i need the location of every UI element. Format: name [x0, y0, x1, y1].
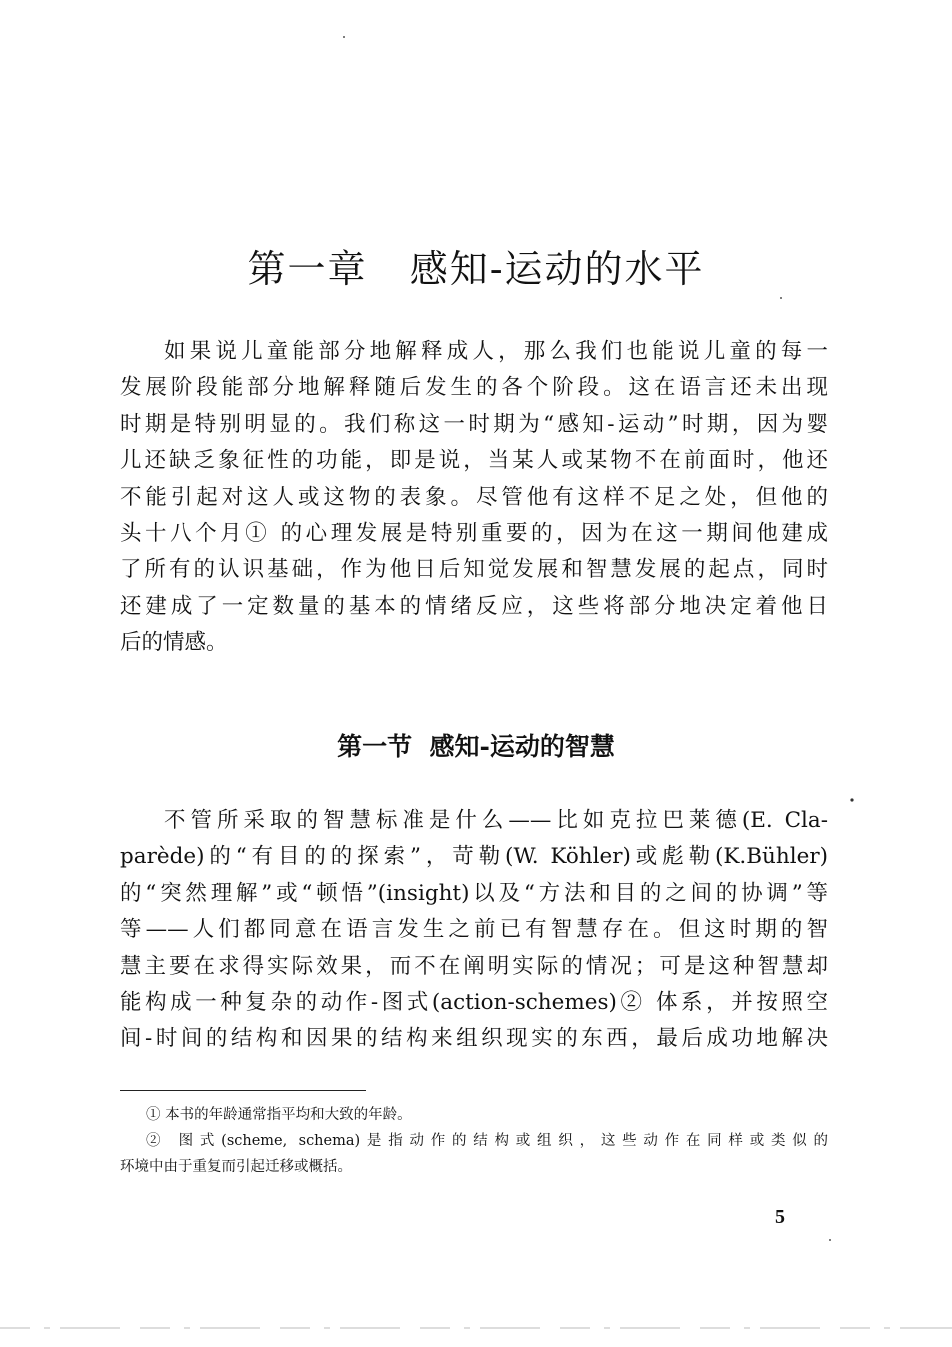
paragraph-line: 不管所采取的智慧标准是什么——比如克拉巴莱德(E. Cla- [164, 808, 828, 833]
paragraph-line: 不能引起对这人或这物的表象。尽管他有这样不足之处，但他的 [120, 484, 828, 510]
paragraph-line: 发展阶段能部分地解释随后发生的各个阶段。这在语言还未出现 [120, 375, 828, 401]
paragraph-line: parède)的“有目的的探索”，苛勒(W. Köhler)或彪勒(K.Bühler) [120, 844, 828, 870]
footnote-1: ① 本书的年龄通常指平均和大致的年龄。 [146, 1107, 412, 1123]
paragraph-line: 时期是特别明显的。我们称这一时期为“感知-运动”时期，因为婴 [120, 411, 828, 437]
page-number: 5 [775, 1206, 785, 1228]
paragraph-line: 能构成一种复杂的动作-图式(action-schemes)② 体系，并按照空 [120, 990, 828, 1016]
paragraph-line: 后的情感。 [120, 630, 228, 656]
footnote-2-continued: 环境中由于重复而引起迁移或概括。 [120, 1159, 352, 1175]
paragraph-line: 还建成了一定数量的基本的情绪反应，这些将部分地决定着他日 [120, 593, 828, 619]
paragraph-line: 了所有的认识基础，作为他日后知觉发展和智慧发展的起点，同时 [120, 557, 828, 583]
paragraph-line: 如果说儿童能部分地解释成人，那么我们也能说儿童的每一 [164, 339, 828, 364]
paragraph-line: 头十八个月① 的心理发展是特别重要的，因为在这一期间他建成 [120, 521, 828, 547]
section-title: 第一节 感知-运动的智慧 [337, 732, 615, 761]
paragraph-line: 等——人们都同意在语言发生之前已有智慧存在。但这时期的智 [120, 917, 828, 943]
paragraph-line: 儿还缺乏象征性的功能，即是说，当某人或某物不在前面时，他还 [120, 448, 828, 474]
paragraph-line: 慧主要在求得实际效果，而不在阐明实际的情况；可是这种智慧却 [120, 953, 828, 979]
paragraph-line: 间-时间的结构和因果的结构来组织现实的东西，最后成功地解决 [120, 1026, 828, 1052]
chapter-title: 第一章 感知-运动的水平 [247, 247, 705, 291]
footnote-2: ② 图式(scheme, schema)是指动作的结构或组织，这些动作在同样或类似的 [146, 1133, 828, 1149]
paragraph-line: 的“突然理解”或“顿悟”(insight)以及“方法和目的之间的协调”等 [120, 880, 828, 906]
